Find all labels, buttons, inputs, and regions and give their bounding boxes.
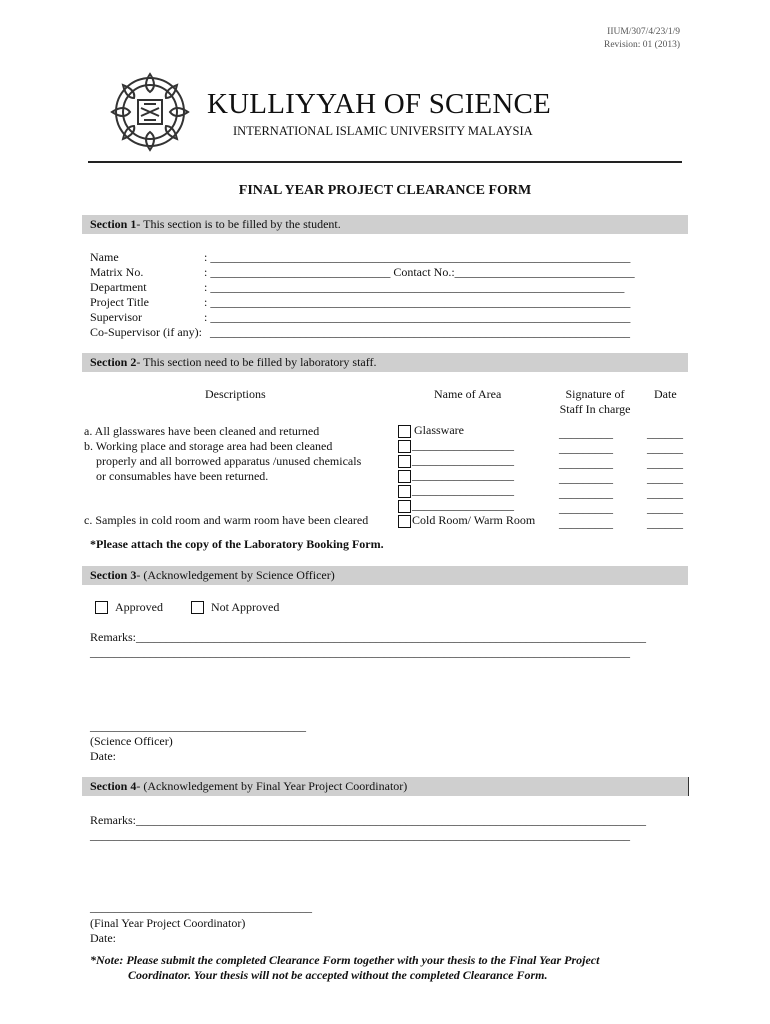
not-approved-checkbox[interactable]	[191, 601, 204, 614]
date-line[interactable]: ______	[647, 471, 683, 485]
signature-line[interactable]: _________	[559, 501, 613, 515]
area-label-cold-warm-room: Cold Room/ Warm Room	[412, 513, 536, 527]
co-supervisor-label: Co-Supervisor (if any):	[90, 325, 202, 339]
iium-crest-icon	[108, 70, 192, 154]
name-label: Name	[90, 250, 119, 264]
section-3-label: Section 3	[90, 568, 137, 582]
section-3-header	[82, 566, 688, 585]
col-signature-line2: Staff In charge	[559, 402, 631, 416]
signature-line[interactable]: _________	[559, 441, 613, 455]
department-field[interactable]: : _____________________________________________________________________	[204, 280, 625, 294]
submission-note-cont: Coordinator. Your thesis will not be accepted without the completed Clearance Form.	[128, 968, 548, 982]
signature-line[interactable]: _________	[559, 456, 613, 470]
area-checkbox[interactable]	[398, 500, 411, 513]
area-checkbox[interactable]	[398, 455, 411, 468]
university-name: INTERNATIONAL ISLAMIC UNIVERSITY MALAYSIA	[233, 124, 533, 138]
coordinator-remarks-line2[interactable]: __________________________________________________________________________________________	[90, 828, 630, 842]
area-blank-line[interactable]: _________________	[412, 483, 514, 497]
section-2-header	[82, 353, 688, 372]
project-title-label: Project Title	[90, 295, 150, 309]
date-line[interactable]: ______	[647, 456, 683, 470]
section-4-edge	[688, 777, 689, 796]
col-name-of-area: Name of Area	[434, 387, 502, 401]
section-4-label: Section 4	[90, 779, 137, 793]
project-title-field[interactable]: : ______________________________________________________________________	[204, 295, 631, 309]
not-approved-label: Not Approved	[211, 600, 280, 614]
section-2-instruction: - This section need to be filled by laboratory staff.	[136, 355, 377, 369]
department-label: Department	[90, 280, 147, 294]
coordinator-label: (Final Year Project Coordinator)	[90, 916, 246, 930]
faculty-title: KULLIYYAH OF SCIENCE	[207, 88, 551, 120]
section-1-label: Section 1	[90, 217, 137, 231]
date-line[interactable]: ______	[647, 516, 683, 530]
signature-line[interactable]: _________	[559, 516, 613, 530]
science-officer-label: (Science Officer)	[90, 734, 173, 748]
section-3-instruction: - (Acknowledgement by Science Officer)	[136, 568, 335, 582]
form-title: FINAL YEAR PROJECT CLEARANCE FORM	[238, 183, 532, 198]
co-supervisor-field[interactable]: ______________________________________________________________________	[210, 325, 630, 339]
col-signature-line1: Signature of	[565, 387, 625, 401]
description-b-cont-2: or consumables have been returned.	[96, 469, 269, 483]
science-officer-remarks[interactable]: Remarks:_____________________________________________________________________________________	[90, 630, 646, 644]
signature-line[interactable]: _________	[559, 486, 613, 500]
form-reference-code: IIUM/307/4/23/1/9	[607, 27, 680, 37]
form-revision: Revision: 01 (2013)	[604, 40, 680, 50]
area-checkbox[interactable]	[398, 515, 411, 528]
area-blank-line[interactable]: _________________	[412, 498, 514, 512]
date-line[interactable]: ______	[647, 486, 683, 500]
section-4-instruction: - (Acknowledgement by Final Year Project Coordinator)	[136, 779, 408, 793]
area-blank-line[interactable]: _________________	[412, 438, 514, 452]
matrix-contact-field[interactable]: : ______________________________ Contact No.:______________________________	[204, 265, 635, 279]
supervisor-field[interactable]: : ______________________________________________________________________	[204, 310, 631, 324]
area-checkbox[interactable]	[398, 485, 411, 498]
coordinator-signature-line[interactable]: _____________________________________	[90, 900, 312, 914]
signature-line[interactable]: _________	[559, 471, 613, 485]
description-b-cont-1: properly and all borrowed apparatus /unused chemicals	[96, 454, 362, 468]
section-1-header	[82, 215, 688, 234]
area-label-glassware: Glassware	[414, 423, 464, 437]
signature-line[interactable]: _________	[559, 426, 613, 440]
submission-note: *Note: Please submit the completed Clearance Form together with your thesis to the Final Year Project	[90, 953, 600, 967]
section-4-header	[82, 777, 688, 796]
area-checkbox[interactable]	[398, 440, 411, 453]
description-b: b. Working place and storage area had been cleaned	[84, 439, 333, 453]
approved-label: Approved	[115, 600, 163, 614]
date-line[interactable]: ______	[647, 501, 683, 515]
area-blank-line[interactable]: _________________	[412, 453, 514, 467]
section-1-instruction: - This section is to be filled by the student.	[136, 217, 341, 231]
date-line[interactable]: ______	[647, 426, 683, 440]
description-c: c. Samples in cold room and warm room have been cleared	[84, 513, 369, 527]
science-officer-signature-line[interactable]: ____________________________________	[90, 719, 306, 733]
header-divider	[88, 161, 682, 163]
area-checkbox[interactable]	[398, 470, 411, 483]
area-blank-line[interactable]: _________________	[412, 468, 514, 482]
supervisor-label: Supervisor	[90, 310, 142, 324]
science-officer-date[interactable]: Date:	[90, 749, 116, 763]
approved-checkbox[interactable]	[95, 601, 108, 614]
name-field[interactable]: : ______________________________________________________________________	[204, 250, 631, 264]
description-a: a. All glasswares have been cleaned and returned	[84, 424, 320, 438]
matrix-no-label: Matrix No.	[90, 265, 144, 279]
booking-form-note: *Please attach the copy of the Laboratory Booking Form.	[90, 537, 384, 551]
section-2-label: Section 2	[90, 355, 137, 369]
coordinator-date[interactable]: Date:	[90, 931, 116, 945]
date-line[interactable]: ______	[647, 441, 683, 455]
coordinator-remarks[interactable]: Remarks:_____________________________________________________________________________________	[90, 813, 646, 827]
science-officer-remarks-line2[interactable]: __________________________________________________________________________________________	[90, 645, 630, 659]
col-descriptions: Descriptions	[205, 387, 266, 401]
col-date: Date	[654, 387, 677, 401]
area-checkbox[interactable]	[398, 425, 411, 438]
